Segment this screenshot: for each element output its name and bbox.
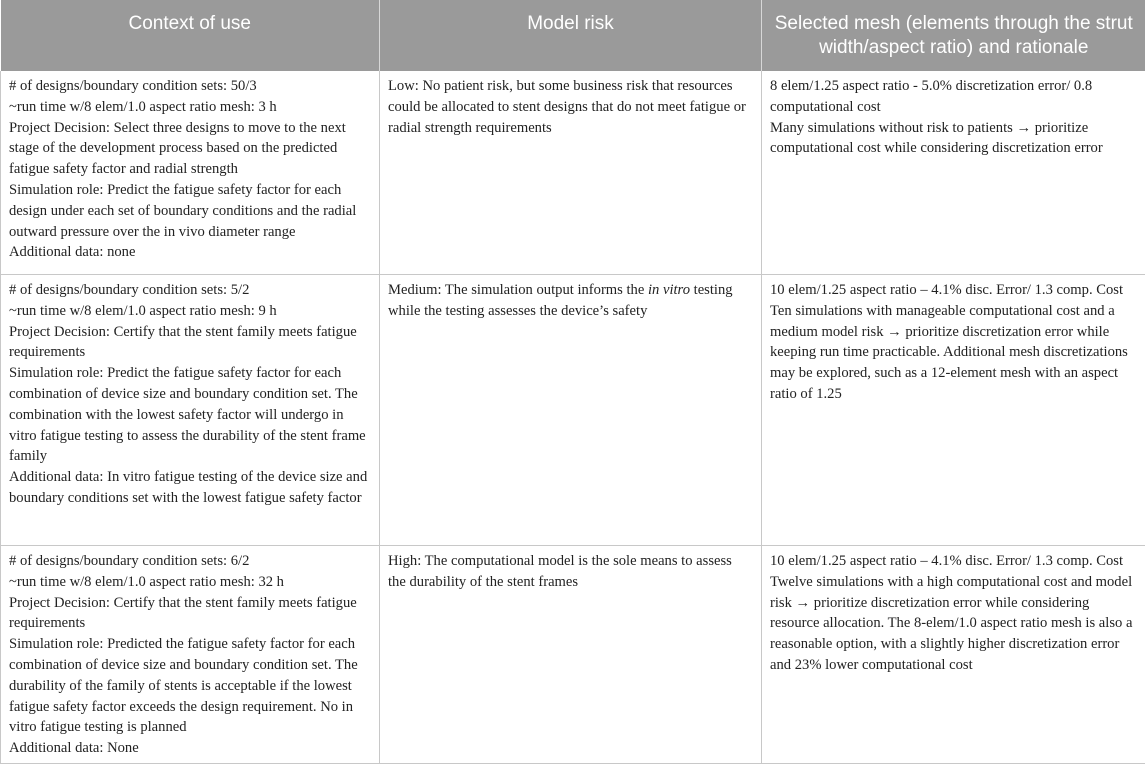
context-line: # of designs/boundary condition sets: 50/3 [9, 78, 257, 94]
context-line: Project Decision: Certify that the stent family meets fatigue requirements [9, 594, 357, 632]
risk-text: High: The computational model is the sole means to assess the durability of the stent frames [388, 553, 732, 590]
selected-mesh-cell [762, 546, 1145, 764]
risk-italic-text: in vitro [647, 282, 690, 298]
context-of-use-cell [1, 275, 380, 546]
context-line: ~run time w/8 elem/1.0 aspect ratio mesh: 3 h [9, 98, 277, 115]
header-model-risk: Model risk [380, 0, 762, 71]
context-line: Simulation role: Predicted the fatigue safety factor for each combination of device size and boundary condition set. The durability of the family of stents is acceptable if the lowest fatigue safety factor exceeds the design requirement. No in vitro fatigue testing is planned [9, 636, 358, 736]
mesh-line: Twelve simulations with a high computational cost and model risk → prioritize discretization error while considering resource allocation. The 8-elem/1.0 aspect ratio mesh is also a reasonable option, with a slightly higher discretization error and 23% lower computational cost [770, 573, 1133, 673]
mesh-line: Ten simulations with manageable computational cost and a medium model risk → prioritize discretization error while keeping run time practicable. Additional mesh discretizations may be explored, such as a 12-element mesh with an aspect ratio of 1.25 [770, 302, 1128, 402]
mesh-line: 10 elem/1.25 aspect ratio – 4.1% disc. Error/ 1.3 comp. Cost [770, 553, 1124, 569]
header-context-of-use: Context of use [1, 0, 380, 71]
mesh-line: Many simulations without risk to patients → prioritize computational cost while considering discretization error [770, 119, 1103, 157]
table-row [1, 71, 1145, 275]
table-row [1, 275, 1145, 546]
model-risk-cell [380, 275, 762, 546]
risk-text: Medium: The simulation output informs the [388, 282, 648, 298]
context-line: Additional data: In vitro fatigue testing of the device size and boundary conditions set with the lowest fatigue safety factor [9, 469, 368, 506]
context-line: Simulation role: Predict the fatigue safety factor for each design under each set of boundary conditions and the radial outward pressure over the in vivo diameter range [9, 181, 357, 240]
table-row [1, 546, 1145, 764]
model-risk-cell [380, 546, 762, 764]
context-of-use-cell [1, 71, 380, 275]
context-line: ~run time w/8 elem/1.0 aspect ratio mesh: 32 h [9, 573, 284, 590]
mesh-line: 8 elem/1.25 aspect ratio - 5.0% discretization error/ 0.8 computational cost [770, 78, 1093, 115]
context-line: Project Decision: Select three designs to move to the next stage of the development process based on the predicted fatigue safety factor and radial strength [9, 119, 346, 178]
header-selected-mesh: Selected mesh (elements through the strut width/aspect ratio) and rationale [762, 0, 1145, 71]
context-line: ~run time w/8 elem/1.0 aspect ratio mesh: 9 h [9, 302, 277, 319]
context-of-use-cell [1, 546, 380, 764]
mesh-line: 10 elem/1.25 aspect ratio – 4.1% disc. Error/ 1.3 comp. Cost [770, 282, 1124, 298]
risk-text-after: testing while the testing assesses the device’s safety [388, 282, 733, 319]
selected-mesh-cell [762, 71, 1145, 275]
context-line: Simulation role: Predict the fatigue safety factor for each combination of device size and boundary condition set. The combination with the lowest safety factor will undergo in vitro fatigue testing to assess the durability of the stent frame family [9, 365, 366, 465]
model-risk-cell [380, 71, 762, 275]
header-row [1, 0, 1145, 71]
selected-mesh-cell [762, 275, 1145, 546]
context-line: # of designs/boundary condition sets: 5/2 [9, 282, 250, 298]
context-line: Project Decision: Certify that the stent family meets fatigue requirements [9, 323, 357, 361]
risk-text: Low: No patient risk, but some business risk that resources could be allocated to stent designs that do not meet fatigue or radial strength requirements [388, 78, 746, 136]
context-line: # of designs/boundary condition sets: 6/2 [9, 553, 250, 569]
context-line: Additional data: None [9, 740, 139, 757]
context-line: Additional data: none [9, 244, 136, 261]
